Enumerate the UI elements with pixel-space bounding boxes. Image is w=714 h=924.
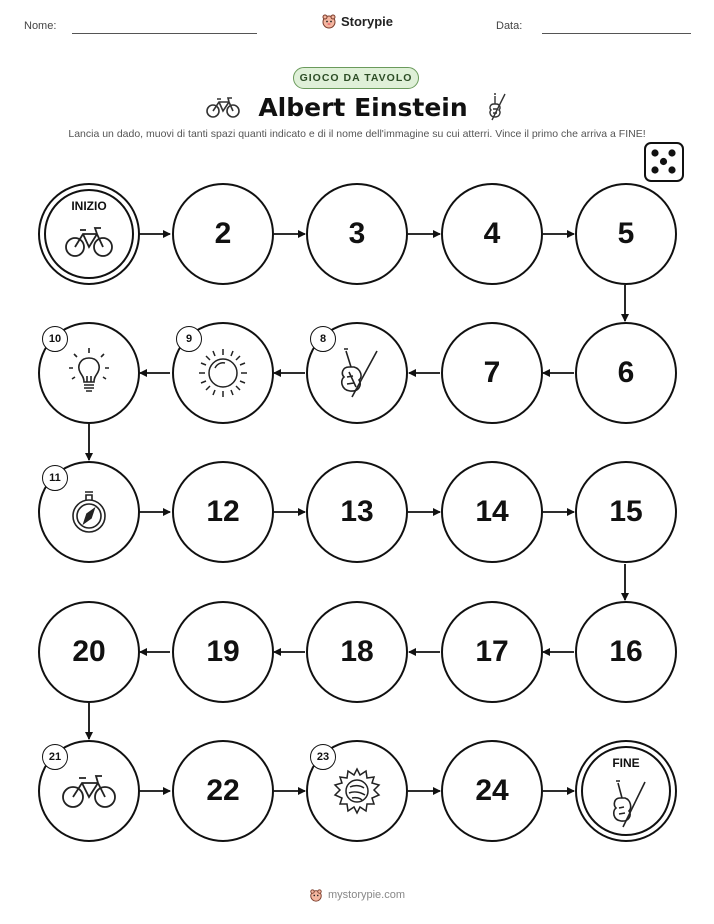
sun-icon — [196, 346, 250, 400]
storypie-mascot-icon — [309, 888, 323, 902]
board-cell-23[interactable] — [306, 740, 408, 842]
cell-number: 14 — [475, 495, 509, 528]
cell-number: 24 — [475, 774, 509, 807]
cell-number-badge: 10 — [42, 326, 68, 352]
cell-number: 17 — [475, 635, 509, 668]
board-cell-9[interactable] — [172, 322, 274, 424]
cell-number: 16 — [609, 635, 643, 668]
date-label: Data: — [496, 20, 523, 32]
bicycle-icon — [64, 225, 114, 259]
board-cell-2[interactable] — [172, 183, 274, 285]
cell-number-badge: 23 — [310, 744, 336, 770]
page-title: Albert Einstein — [258, 92, 468, 122]
category-badge: GIOCO DA TAVOLO — [293, 67, 419, 89]
board-cell-5[interactable] — [575, 183, 677, 285]
board-cell-3[interactable] — [306, 183, 408, 285]
board-cell-finish[interactable] — [575, 740, 677, 842]
compass-icon — [68, 486, 110, 538]
violin-icon — [605, 778, 649, 830]
board-cell-start[interactable] — [38, 183, 140, 285]
cell-number: 3 — [348, 217, 366, 250]
lightbulb-icon — [66, 346, 112, 400]
board-cell-6[interactable] — [575, 322, 677, 424]
board-cell-7[interactable] — [441, 322, 543, 424]
board-cell-17[interactable] — [441, 601, 543, 703]
cell-number: 7 — [483, 356, 501, 389]
footer — [0, 888, 714, 902]
cell-number: 13 — [340, 495, 374, 528]
cell-number: 4 — [483, 217, 501, 250]
cell-number: 20 — [72, 635, 106, 668]
board-cell-4[interactable] — [441, 183, 543, 285]
board-cell-16[interactable] — [575, 601, 677, 703]
board-cell-18[interactable] — [306, 601, 408, 703]
cell-number-badge: 21 — [42, 744, 68, 770]
finish-label: FINE — [612, 756, 640, 770]
name-label: Nome: — [24, 20, 57, 32]
board-cell-8[interactable] — [306, 322, 408, 424]
brand-name: Storypie — [340, 13, 393, 29]
board-cell-13[interactable] — [306, 461, 408, 563]
board-cell-24[interactable] — [441, 740, 543, 842]
sun-icon — [329, 763, 385, 819]
board-cell-10[interactable] — [38, 322, 140, 424]
cell-number: 2 — [214, 217, 232, 250]
board-cell-12[interactable] — [172, 461, 274, 563]
board-cell-14[interactable] — [441, 461, 543, 563]
cell-number: 19 — [206, 635, 240, 668]
board-cell-11[interactable] — [38, 461, 140, 563]
board-cell-20[interactable] — [38, 601, 140, 703]
cell-number: 6 — [617, 356, 635, 389]
cell-number: 12 — [206, 495, 240, 528]
start-label: INIZIO — [71, 199, 107, 213]
board-cell-22[interactable] — [172, 740, 274, 842]
cell-number: 15 — [609, 495, 643, 528]
cell-number-badge: 8 — [310, 326, 336, 352]
cell-number-badge: 11 — [42, 465, 68, 491]
cell-number-badge: 9 — [176, 326, 202, 352]
violin-icon — [332, 345, 382, 401]
bicycle-icon — [61, 773, 117, 809]
cell-number: 22 — [206, 774, 240, 807]
footer-url[interactable]: mystorypie.com — [327, 889, 406, 901]
instructions-text: Lancia un dado, muovi di tanti spazi quanti indicato e di il nome dell'immagine su cui atterri. Vince il primo che arriva a FINE! — [68, 128, 646, 140]
cell-number: 18 — [340, 635, 374, 668]
board-cell-15[interactable] — [575, 461, 677, 563]
board-cell-21[interactable] — [38, 740, 140, 842]
cell-number: 5 — [617, 217, 635, 250]
board-cell-19[interactable] — [172, 601, 274, 703]
